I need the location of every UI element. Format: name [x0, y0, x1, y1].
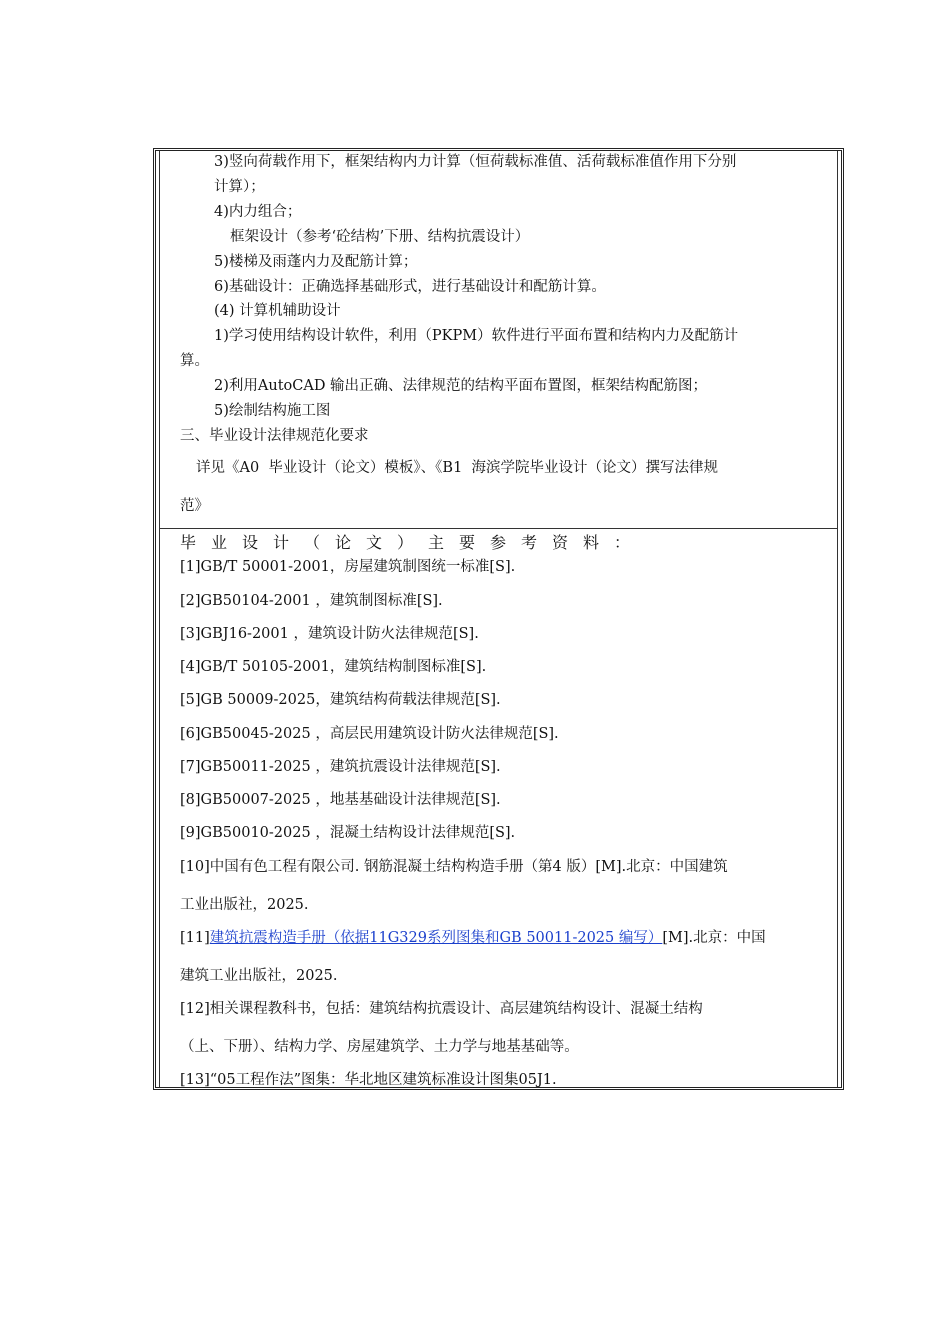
reference-item [180, 928, 766, 948]
reference-item: [1]GB/T 50001-2001，房屋建筑制图统一标准[S]. [180, 559, 516, 575]
section-title: 三、毕业设计法律规范化要求 [180, 428, 369, 444]
reference-item: [13]“05工程作法”图集：华北地区建筑标准设计图集05J1. [180, 1072, 557, 1088]
reference-number: [11] [180, 930, 210, 946]
task-line: 2)利用AutoCAD 输出正确、法律规范的结构平面布置图，框架结构配筋图； [214, 378, 708, 394]
reference-link[interactable]: 建筑抗震构造手册（依据11G329系列图集和GB 50011-2025 编写） [209, 930, 663, 946]
task-line: 框架设计（参考‘砼结构’下册、结构抗震设计） [230, 229, 530, 245]
reference-item: [7]GB50011-2025 ，建筑抗震设计法律规范[S]. [180, 759, 501, 775]
table-row-divider [159, 528, 838, 529]
reference-item-continuation: 工业出版社，2025. [180, 897, 309, 913]
table-inner-left-border [159, 151, 160, 1087]
table-inner-right-border [837, 151, 838, 1087]
reference-item-continuation: （上、下册）、结构力学、房屋建筑学、土力学与地基基础等。 [180, 1039, 579, 1055]
reference-publisher: [M].北京：中国 [662, 930, 766, 946]
reference-item-continuation: 建筑工业出版社，2025. [180, 968, 338, 984]
task-line: 5)楼梯及雨蓬内力及配筋计算； [214, 254, 418, 270]
reference-item: [12]相关课程教科书，包括：建筑结构抗震设计、高层建筑结构设计、混凝土结构 [180, 1001, 703, 1017]
task-line: 计算）； [214, 179, 265, 195]
spec-line: 详见《A0 毕业设计（论文）模板》、《B1 海滨学院毕业设计（论文）撰写法律规 [196, 460, 719, 476]
task-line: 6)基础设计：正确选择基础形式，进行基础设计和配筋计算。 [214, 279, 606, 295]
task-line: 5)绘制结构施工图 [214, 403, 331, 419]
reference-item: [9]GB50010-2025 ，混凝土结构设计法律规范[S]. [180, 825, 516, 841]
task-line: 4)内力组合； [214, 204, 302, 220]
reference-item: [2]GB50104-2001 ，建筑制图标准[S]. [180, 593, 443, 609]
reference-item: [5]GB 50009-2025，建筑结构荷载法律规范[S]. [180, 692, 501, 708]
references-heading: 毕业设计（论文）主要参考资料： [180, 533, 646, 552]
reference-item: [8]GB50007-2025 ，地基基础设计法律规范[S]. [180, 792, 501, 808]
reference-item: [3]GBJ16-2001 ，建筑设计防火法律规范[S]. [180, 626, 479, 642]
reference-item: [6]GB50045-2025 ，高层民用建筑设计防火法律规范[S]. [180, 726, 559, 742]
reference-item: [10]中国有色工程有限公司. 钢筋混凝土结构构造手册（第4 版）[M].北京：中国建筑 [180, 859, 728, 875]
subsection-title: (4) 计算机辅助设计 [214, 303, 341, 319]
spec-line: 范》 [180, 498, 209, 514]
task-line: 3)竖向荷载作用下，框架结构内力计算（恒荷载标准值、活荷载标准值作用下分别 [214, 154, 737, 170]
task-line: 算。 [180, 353, 209, 369]
reference-item: [4]GB/T 50105-2001，建筑结构制图标准[S]. [180, 659, 487, 675]
task-line: 1)学习使用结构设计软件，利用（PKPM）软件进行平面布置和结构内力及配筋计 [214, 328, 739, 344]
